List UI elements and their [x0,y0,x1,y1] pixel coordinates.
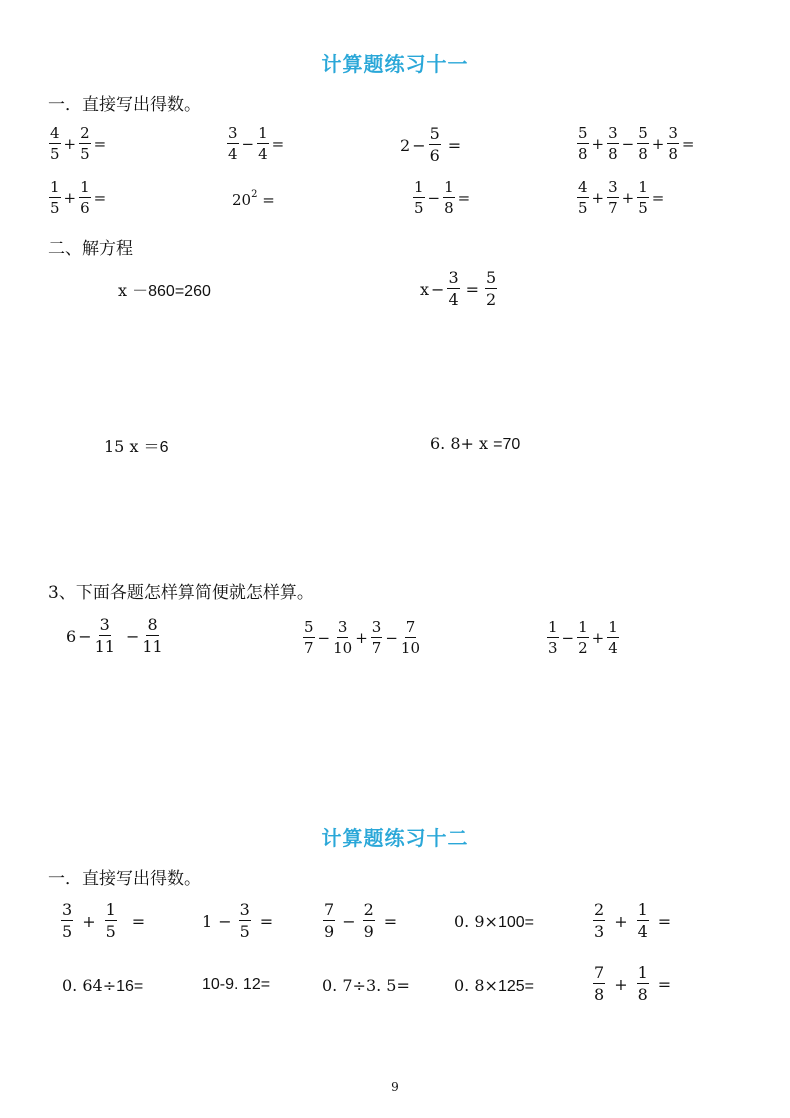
equation-2: x − $\frac{3}{4}$ = $\frac{5}{2}$ [420,268,497,309]
simplify-1: 6 − $\frac{3}{11}$ − $\frac{8}{11}$ [66,615,163,656]
problem-1-2: $\frac{3}{4}$ − $\frac{1}{4}$ = [228,124,285,163]
section1-part2-heading: 二、解方程 [48,239,133,259]
problem-1-7: $\frac{1}{5}$ − $\frac{1}{8}$ = [414,178,471,217]
section2-part1-heading: 一．直接写出得数。 [48,869,201,889]
problem-1-4: $\frac{5}{8}$ + $\frac{3}{8}$ − $\frac{5}{8}$ + $\frac{3}{8}$ = [578,124,695,163]
problem-1-6: $20^2$ = [232,189,275,209]
problem-2-4: 0. 9×100= [454,912,534,931]
problem-2-6: 0. 64÷16= [62,976,144,995]
equation-3: 15 x ＝6 [104,437,169,456]
section1-part1-heading: 一．直接写出得数。 [48,95,201,115]
equation-4: 6. 8+ x =70 [430,434,521,453]
problem-2-2: 1 − $\frac{3}{5}$ = [202,900,274,941]
problem-1-8: $\frac{4}{5}$ + $\frac{3}{7}$ + $\frac{1}{5}$ = [578,178,665,217]
problem-2-8: 0. 7÷3. 5= [322,976,410,995]
section2-title: 计算题练习十二 [321,826,469,850]
equation-1: x －860=260 [118,281,211,300]
problem-2-5: $\frac{2}{3}$ + $\frac{1}{4}$ = [594,900,672,941]
problem-2-7: 10-9. 12= [202,976,271,993]
page-number: 9 [391,1080,399,1094]
problem-2-1: $\frac{3}{5}$ + $\frac{1}{5}$ = [62,900,146,941]
problem-1-5: $\frac{1}{5}$ + $\frac{1}{6}$ = [50,178,107,217]
problem-2-3: $\frac{7}{9}$ − $\frac{2}{9}$ = [324,900,398,941]
problem-2-10: $\frac{7}{8}$ + $\frac{1}{8}$ = [594,963,672,1004]
problem-1-1: $\frac{4}{5}$ + $\frac{2}{5}$ = [50,124,107,163]
section1-title: 计算题练习十一 [321,52,469,76]
section1-part3-heading: 3、下面各题怎样算简便就怎样算。 [48,583,314,603]
problem-1-3: 2 − $\frac{5}{6}$ = [400,124,462,165]
problem-2-9: 0. 8×125= [454,976,534,995]
simplify-2: $\frac{5}{7}$ − $\frac{3}{10}$ + $\frac{3}{7}$ − $\frac{7}{10}$ [304,618,421,657]
simplify-3: $\frac{1}{3}$ − $\frac{1}{2}$ + $\frac{1}{4}$ [548,618,618,657]
